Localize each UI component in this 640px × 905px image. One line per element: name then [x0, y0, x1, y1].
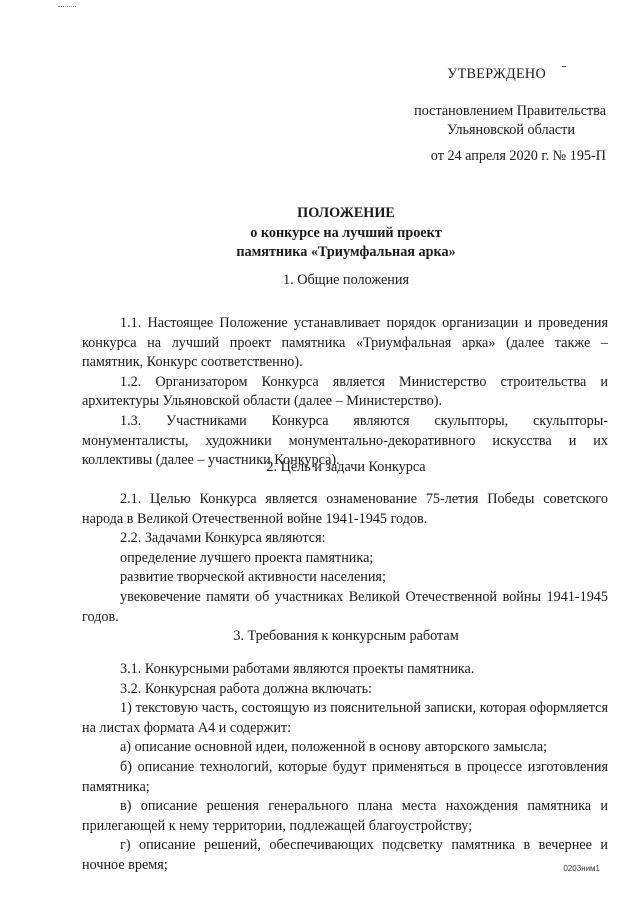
paragraph-3-1: 3.1. Конкурсными работами являются проекты памятника. [120, 661, 475, 677]
approval-title: УТВЕРЖДЕНО [447, 66, 546, 82]
section-2-heading: 2. Цель и задачи Конкурса [266, 459, 426, 475]
paragraph-3-item-a: а) описание основной идеи, положенной в основу авторского замысла; [120, 739, 548, 756]
document-code: 0203ним1 [563, 864, 600, 873]
scan-artifact [58, 6, 76, 9]
paragraph-1-1: 1.1. Настоящее Положение устанавливает порядок организации и проведения конкурса на лучший проект памятника «Триумфальная арка» (далее также – памятник, Конкурс соответственно). [82, 315, 608, 371]
section-3-body [82, 660, 608, 876]
scan-artifact-tick [562, 66, 566, 67]
paragraph-3-item-1: 1) текстовую часть, состоящую из пояснительной записки, которая оформляется на листах формата А4 и содержит: [82, 700, 608, 736]
paragraph-2-task-1: определение лучшего проекта памятника; [120, 549, 374, 566]
paragraph-3-item-b: б) описание технологий, которые будут применяться в процессе изготовления памятника; [82, 758, 608, 795]
paragraph-2-task-3: увековечение памяти об участниках Великой Отечественной войны 1941-1945 годов. [82, 588, 608, 625]
section-1-heading: 1. Общие положения [283, 272, 409, 288]
paragraph-3-item-d: г) описание решений, обеспечивающих подсветку памятника в вечернее и ночное время; [82, 837, 608, 873]
paragraph-1-2: 1.2. Организатором Конкурса является Министерство строительства и архитектуры Ульяновской области (далее – Министерство). [82, 373, 608, 410]
approval-line-2: Ульяновской области [447, 122, 575, 138]
section-3-heading: 3. Требования к конкурсным работам [233, 628, 459, 644]
paragraph-1-3: 1.3. Участниками Конкурса являются скульпторы, скульпторы-монументалисты, художники монументально-декоративного искусства и их коллективы (далее – участники Конкурса). [82, 412, 608, 469]
doc-title-line-3: памятника «Триумфальная арка» [236, 244, 456, 261]
paragraph-2-2: 2.2. Задачами Конкурса являются: [120, 530, 326, 547]
paragraph-2-1: 2.1. Целью Конкурса является ознаменование 75-летия Победы советского народа в Великой Отечественной войне 1941-1945 годов. [82, 491, 608, 527]
approval-line-3: от 24 апреля 2020 г. № 195-П [430, 148, 606, 164]
section-1-body [82, 314, 608, 471]
doc-title [82, 204, 610, 263]
approval-line-1: постановлением Правительства [414, 103, 606, 119]
section-2-body [82, 490, 608, 627]
paragraph-3-2: 3.2. Конкурсная работа должна включать: [120, 680, 372, 697]
paragraph-2-task-2: развитие творческой активности населения; [120, 569, 386, 586]
paragraph-3-item-c: в) описание решения генерального плана места нахождения памятника и прилегающей к нему территории, подлежащей благоустройству; [82, 798, 608, 834]
doc-title-line-2: о конкурсе на лучший проект [250, 224, 442, 241]
doc-title-line-1: ПОЛОЖЕНИЕ [297, 205, 395, 221]
